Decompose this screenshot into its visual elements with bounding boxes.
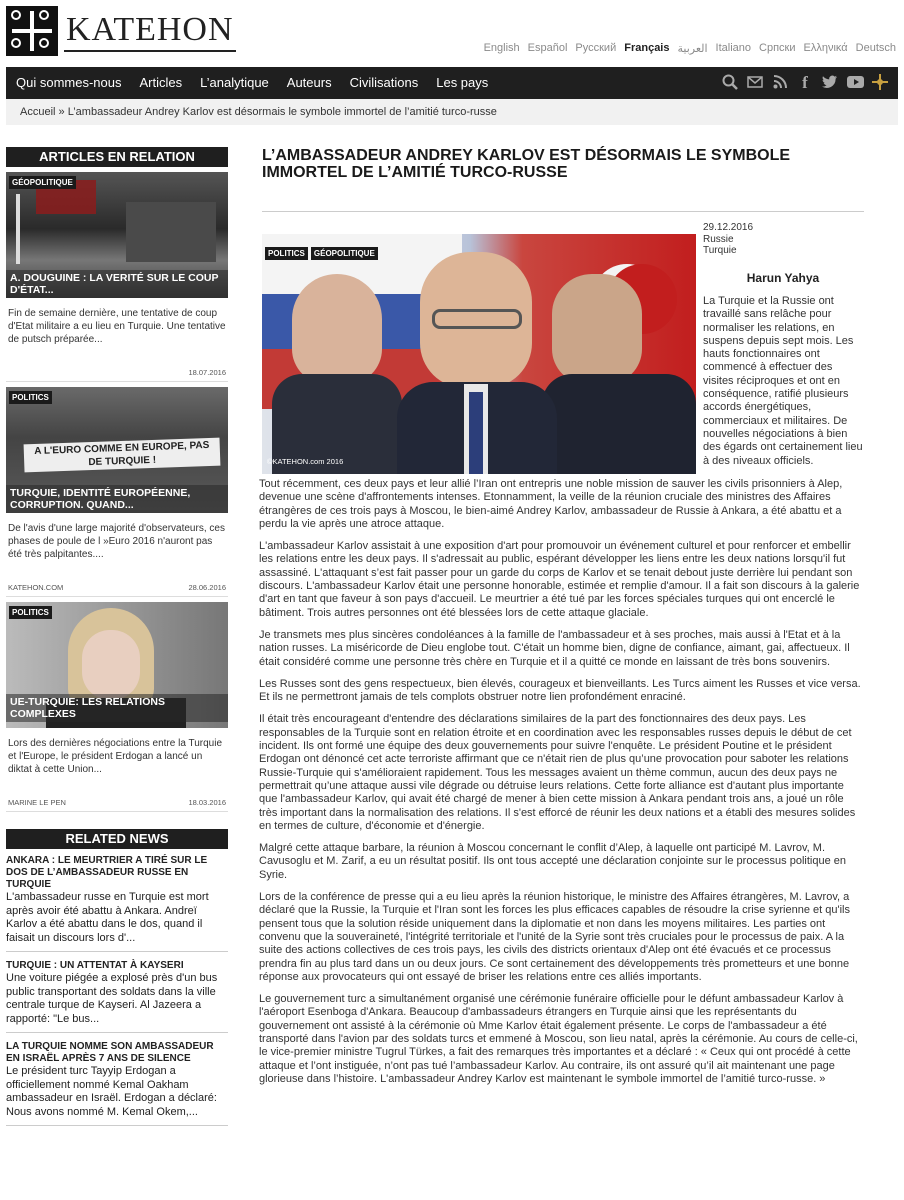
article-source: KATEHON.COM <box>8 583 64 592</box>
article <box>259 147 864 1085</box>
main-nav <box>6 67 898 99</box>
article-date: 18.07.2016 <box>188 368 226 377</box>
lang-arabic[interactable]: العربية <box>677 43 708 55</box>
image-credit: ©KATEHON.com 2016 <box>267 457 344 466</box>
lang-english[interactable]: English <box>483 42 520 54</box>
article-paragraph: L'ambassadeur Karlov assistait à une exposition d'art pour promouvoir un événement culturel et pour renforcer et embellir les relations entre les deux pays. Il s'adressait au public, espérant développer les liens entre les deux nations lorsqu'il fut assassiné. L'attaquant s’est fait passer pour un garde du corps de Karlov et se tenait debout juste derrière lui pendant son discours. L'ambassadeur Karlov était une personne honorable, estimée et remplie d'amour. Il a fait son discours à la galerie d'art en tant que faveur à son pays d'accueil. Le meurtrier a été tué par les forces spéciales turques qui ont encerclé le bâtiment. Trois autres personnes ont été blessées lors de cette attaque glaciale. <box>259 540 860 619</box>
related-news-text: Une voiture piégée a explosé près d'un bus public transportant des soldats dans la ville centrale turque de Kayseri. Al Jazeera a rapporté: "Le bus... <box>6 972 218 1025</box>
breadcrumb-home[interactable]: Accueil <box>20 106 56 118</box>
article-paragraph: Il était très encourageant d'entendre des déclarations similaires de la part des fonctionnaires des deux pays. Les responsables de la Turquie sont en relation étroite et en coordination avec les responsables russes depuis le début de cet incident. Ils ont formé une équipe des deux gouvernements pour suivre l'enquête. Le président Poutine et le président Erdogan ont dénoncé cet acte terroriste affirmant que ce n'était rien de plus qu’une provocation pour saboter les relations Russie-Turquie qui s'amélioraient rapidement. Tous les messages avaient un thème commun, aucun des deux pays ne permettrait qu’une attaque aussi vile dégrade ou détruise leurs relations. Cette forte alliance est d'autant plus importante que l'ambassadeur Karlov, qui avait été chargé de mener à bien cette mission à Ankara pendant trois ans, a joué un rôle très important dans la normalisation des relations. Il s'est efforcé de réunir les deux nations et a établi des mesures solides en termes de culture, d'économie et d'énergie. <box>259 713 856 832</box>
breadcrumb <box>6 99 898 125</box>
article-hero-image <box>262 234 696 474</box>
related-news-text: Le président turc Tayyip Erdogan a officiellement nommé Kemal Oakham ambassadeur en Israël. Erdogan a déclaré: Nous avons nommé M. Kemal Okem,... <box>6 1065 217 1118</box>
article-lede: La Turquie et la Russie ont travaillé sans relâche pour normaliser les relations, en suspens depuis sept mois. Les hauts fonctionnaires ont commencé à effectuer des visites réciproques et ont en conséquence, ratifié plusieurs accords énergétiques, commerciaux et militaires. De nouvelles négociations à bien des égards ont certainement lieu à des niveaux officiels. <box>703 295 863 467</box>
article-source: MARINE LE PEN <box>8 798 66 807</box>
article-paragraph: Le gouvernement turc a simultanément organisé une cérémonie funéraire officielle pour le défunt ambassadeur Karlov à l'aéroport Esenboga d'Ankara. Beaucoup d'ambassadeurs étrangers en Turquie ainsi que les représentants du gouvernement ont assisté à la cérémonie où Mme Karlov était également présente. Le corps de l'ambassadeur a été transporté dans l'avion par des soldats turcs et emmené à Moscou, son lieu natal, après la cérémonie. Au cours de celle-ci, le vice-premier ministre Tugrul Türkes, a fait des remarques très importantes et a déclaré : « Ceux qui ont procédé à cette attaque et l’ont instiguée, n’ont pas tué l’ambassadeur Karlov. Au contraire, ils ont assuré qu’il ait maintenant une page glorieuse dans l’histoire. L'ambassadeur Andrey Karlov est maintenant le symbole immortel de l’amitié turco-russe. » <box>259 993 858 1085</box>
nav-articles[interactable]: Articles <box>139 75 183 90</box>
related-articles-heading: ARTICLES EN RELATION <box>6 147 228 167</box>
lang-spanish[interactable]: Español <box>527 42 568 54</box>
article-excerpt: Fin de semaine dernière, une tentative de coup d'Etat militaire a eu lieu en Turquie. Une tentative de putsch préparée... <box>8 308 226 345</box>
nav-civilisations[interactable]: Civilisations <box>349 75 419 90</box>
youtube-icon[interactable] <box>847 75 863 91</box>
article-body <box>259 478 863 1095</box>
category-tag[interactable]: POLITICS <box>9 391 52 404</box>
related-news-text: L'ambassadeur russe en Turquie est mort après avoir été abattu à Ankara. Andreï Karlov a été abattu dans le dos, quand il faisait un discours lors d'... <box>6 891 209 944</box>
article-title: L’AMBASSADEUR ANDREY KARLOV EST DÉSORMAIS LE SYMBOLE IMMORTEL DE L’AMITIÉ TURCO-RUSSE <box>262 147 864 212</box>
related-news-item[interactable] <box>6 960 228 1033</box>
country-link-turquie[interactable]: Turquie <box>703 245 737 256</box>
protest-banner: A L'EURO COMME EN EUROPE, PAS DE TURQUIE ! <box>24 438 221 473</box>
article-date: 28.06.2016 <box>188 583 226 592</box>
nav-icon-group <box>722 73 898 93</box>
katehon-cross-icon <box>6 6 58 56</box>
lang-italian[interactable]: Italiano <box>715 42 752 54</box>
article-paragraph: Tout récemment, ces deux pays et leur allié l’Iran ont entrepris une noble mission de sauver les civils prisonniers à Alep, devenue une scène d'affrontements intenses. Etonnamment, la veille de la réunion cruciale des ministres des Affaires étrangères de ces trois pays à Moscou, le bien-aimé Andrey Karlov, ambassadeur de Russie à Ankara, a été abattu et a perdu la vie après une atroce attaque. <box>259 478 843 530</box>
related-article-card[interactable] <box>6 602 228 812</box>
article-thumbnail[interactable] <box>6 387 228 513</box>
rss-icon[interactable] <box>772 75 788 92</box>
mail-icon[interactable] <box>747 75 763 91</box>
related-article-card[interactable] <box>6 387 228 597</box>
article-title[interactable]: TURQUIE, IDENTITÉ EUROPÉENNE, CORRUPTION. QUAND... <box>6 485 228 513</box>
related-news-heading: RELATED NEWS <box>6 829 228 849</box>
breadcrumb-separator: » <box>58 106 65 118</box>
article-title[interactable]: UE-TURQUIE: LES RELATIONS COMPLEXES <box>6 694 228 722</box>
nav-analytique[interactable]: L’analytique <box>200 75 269 90</box>
article-date: 18.03.2016 <box>188 798 226 807</box>
article-excerpt: De l'avis d'une large majorité d'observateurs, ces phases de poule de l »Euro 2016 n'auront pas été très palpitantes.... <box>8 523 225 560</box>
article-excerpt: Lors des dernières négociations entre la Turquie et l'Europe, le président Erdogan a lancé un diktat à cette Union... <box>8 738 223 775</box>
article-author[interactable]: Harun Yahya <box>746 271 820 285</box>
related-news-title[interactable]: ANKARA : LE MEURTRIER A TIRÉ SUR LE DOS DE L’AMBASSADEUR RUSSE EN TURQUIE <box>6 855 208 890</box>
related-news-item[interactable] <box>6 855 228 952</box>
nav-auteurs[interactable]: Auteurs <box>286 75 332 90</box>
lang-greek[interactable]: Ελληνικά <box>803 42 848 54</box>
country-link-russie[interactable]: Russie <box>703 233 734 245</box>
category-tag[interactable]: GÉOPOLITIQUE <box>9 176 76 189</box>
article-paragraph: Les Russes sont des gens respectueux, bien élevés, courageux et bienveillants. Les Turcs aiment les Russes et vice versa. Et ils ne permettront jamais de tels complots obstruer notre lien profondément enraciné. <box>259 677 861 704</box>
lang-russian[interactable]: Русский <box>575 42 617 54</box>
nav-les-pays[interactable]: Les pays <box>436 75 489 90</box>
article-meta <box>6 792 228 812</box>
related-news-item[interactable] <box>6 1041 228 1126</box>
article-meta <box>6 577 228 597</box>
article-paragraph: Malgré cette attaque barbare, la réunion à Moscou concernant le conflit d’Alep, à laquelle ont participé M. Lavrov, M. Cavusoglu et M. Zarif, a eu un résultat positif. Ils ont tous accepté une déclaration conjointe sur le processus politique en Syrie. <box>259 842 846 881</box>
nav-qui-sommes-nous[interactable]: Qui sommes-nous <box>16 75 122 90</box>
sidebar <box>6 147 228 1126</box>
article-meta <box>703 222 753 257</box>
article-paragraph: Je transmets mes plus sincères condoléances à la famille de l'ambassadeur et à ses proches, mais aussi à l'Etat et à la nation russes. La miséricorde de Dieu englobe tout. C'était un homme bien, digne de confiance, aimant, gai, affectueux. Il était considéré comme une personne très chère en Turquie et il a quitté ce monde en laissant de très bons souvenirs. <box>259 628 850 668</box>
article-paragraph: Lors de la conférence de presse qui a eu lieu après la réunion historique, le ministre des Affaires étrangères, M. Lavrov, a déclaré que la Russie, la Turquie et l'Iran sont les forces les plus efficaces capables de résoudre la crise syrienne et qu'ils pensent tous que la solution réside uniquement dans la diplomatie et non dans les moyens militaires. Les parties ont convenu que la souveraineté, l'intégrité territoriale et l'unité de la Syrie sont très cruciales pour le processus de paix. A la suite des actions collectives de ces trois pays, les civils des districts orientaux d'Alep ont été évacués et ce processus prendra fin au plus tard dans un ou deux jours. Ce sont certainement des développements très prometteurs et une bonne réponse aux provocateurs qui ont essayé de briser les relations entre ces alliés importants. <box>259 891 850 983</box>
breadcrumb-current: L’ambassadeur Andrey Karlov est désormais le symbole immortel de l’amitié turco-russe <box>67 106 497 118</box>
facebook-icon[interactable]: f <box>802 73 808 92</box>
lang-french[interactable]: Français <box>624 42 670 54</box>
lang-serbian[interactable]: Српски <box>759 42 796 54</box>
related-news-title[interactable]: LA TURQUIE NOMME SON AMBASSADEUR EN ISRAËL APRÈS 7 ANS DE SILENCE <box>6 1041 214 1064</box>
article-thumbnail[interactable] <box>6 172 228 298</box>
related-news-title[interactable]: TURQUIE : UN ATTENTAT À KAYSERI <box>6 960 184 971</box>
category-tag[interactable]: POLITICS <box>9 606 52 619</box>
image-tag-politics[interactable]: POLITICS <box>265 247 308 260</box>
language-switcher <box>484 42 896 55</box>
site-name: KATEHON <box>64 10 236 52</box>
ornament-icon[interactable] <box>872 74 888 93</box>
search-icon[interactable] <box>722 74 738 93</box>
image-tag-geopolitique[interactable]: GÉOPOLITIQUE <box>311 247 378 260</box>
article-title[interactable]: A. DOUGUINE : LA VERITÉ SUR LE COUP D'ÉTAT... <box>6 270 228 298</box>
article-meta <box>6 362 228 382</box>
site-logo[interactable] <box>6 6 236 56</box>
twitter-icon[interactable] <box>822 75 838 92</box>
article-date: 29.12.2016 <box>703 222 754 233</box>
related-article-card[interactable] <box>6 172 228 382</box>
lang-german[interactable]: Deutsch <box>855 42 896 54</box>
article-thumbnail[interactable] <box>6 602 228 728</box>
